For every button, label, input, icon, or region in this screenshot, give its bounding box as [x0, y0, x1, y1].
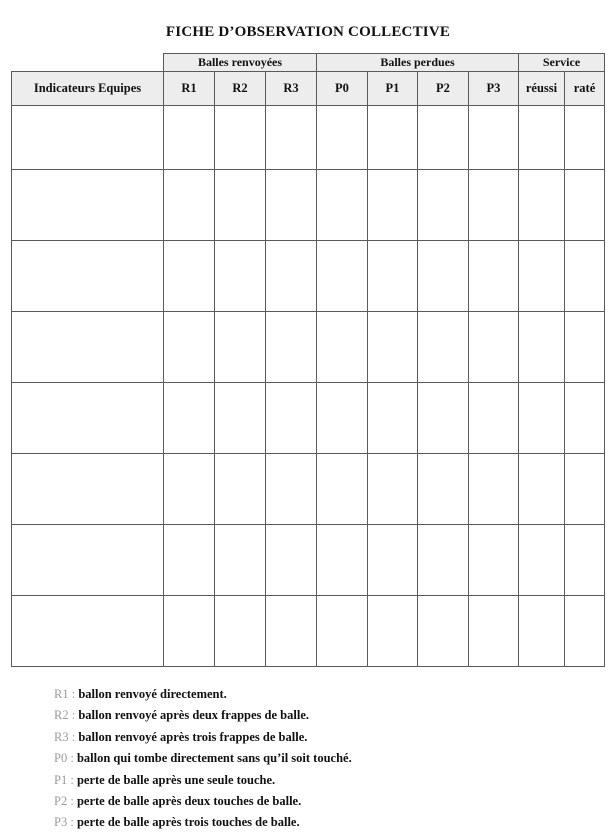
reussi-cell[interactable] — [519, 241, 565, 312]
rate-cell[interactable] — [565, 312, 605, 383]
r1-cell[interactable] — [164, 312, 215, 383]
team-cell[interactable] — [12, 525, 164, 596]
r3-cell[interactable] — [266, 241, 317, 312]
header-r3: R3 — [266, 72, 317, 106]
header-service-rate: raté — [565, 72, 605, 106]
observation-table — [11, 53, 605, 667]
table-row — [12, 596, 605, 667]
p1-cell[interactable] — [368, 241, 418, 312]
p1-cell[interactable] — [368, 170, 418, 241]
team-cell[interactable] — [12, 383, 164, 454]
group-header-row — [12, 54, 605, 72]
p1-cell[interactable] — [368, 106, 418, 170]
legend-text: perte de balle après deux touches de balle. — [76, 794, 302, 809]
p3-cell[interactable] — [469, 383, 519, 454]
team-cell[interactable] — [12, 241, 164, 312]
p3-cell[interactable] — [469, 454, 519, 525]
group-balles-renvoyees: Balles renvoyées — [164, 54, 317, 72]
legend-code: R2 : — [54, 708, 76, 723]
table-row — [12, 312, 605, 383]
r1-cell[interactable] — [164, 383, 215, 454]
p3-cell[interactable] — [469, 525, 519, 596]
p0-cell[interactable] — [317, 106, 368, 170]
group-balles-perdues: Balles perdues — [317, 54, 519, 72]
p1-cell[interactable] — [368, 454, 418, 525]
p1-cell[interactable] — [368, 383, 418, 454]
table-row — [12, 241, 605, 312]
page-title: FICHE D’OBSERVATION COLLECTIVE — [165, 24, 451, 40]
p2-cell[interactable] — [418, 383, 469, 454]
p3-cell[interactable] — [469, 312, 519, 383]
legend-code: P1 : — [54, 772, 74, 787]
rate-cell[interactable] — [565, 525, 605, 596]
header-service-reussi: réussi — [519, 72, 565, 106]
p0-cell[interactable] — [317, 241, 368, 312]
r3-cell[interactable] — [266, 596, 317, 667]
reussi-cell[interactable] — [519, 170, 565, 241]
p2-cell[interactable] — [418, 525, 469, 596]
legend — [54, 684, 352, 834]
rate-cell[interactable] — [565, 241, 605, 312]
r2-cell[interactable] — [215, 525, 266, 596]
legend-item — [54, 727, 352, 748]
legend-item — [54, 812, 352, 833]
table-body — [12, 106, 605, 667]
p0-cell[interactable] — [317, 596, 368, 667]
r3-cell[interactable] — [266, 106, 317, 170]
rate-cell[interactable] — [565, 383, 605, 454]
legend-item — [54, 770, 352, 791]
rate-cell[interactable] — [565, 170, 605, 241]
header-r2: R2 — [215, 72, 266, 106]
table-row — [12, 106, 605, 170]
rate-cell[interactable] — [565, 454, 605, 525]
p3-cell[interactable] — [469, 170, 519, 241]
r3-cell[interactable] — [266, 170, 317, 241]
rate-cell[interactable] — [565, 596, 605, 667]
table-row — [12, 170, 605, 241]
r3-cell[interactable] — [266, 525, 317, 596]
team-cell[interactable] — [12, 312, 164, 383]
p2-cell[interactable] — [418, 312, 469, 383]
header-p0: P0 — [317, 72, 368, 106]
p2-cell[interactable] — [418, 241, 469, 312]
team-cell[interactable] — [12, 454, 164, 525]
table-row — [12, 525, 605, 596]
reussi-cell[interactable] — [519, 312, 565, 383]
team-cell[interactable] — [12, 596, 164, 667]
legend-code: R3 : — [54, 729, 76, 744]
legend-item — [54, 748, 352, 769]
p3-cell[interactable] — [469, 596, 519, 667]
legend-code: P2 : — [54, 794, 74, 809]
legend-text: perte de balle après une seule touche. — [76, 772, 276, 787]
reussi-cell[interactable] — [519, 106, 565, 170]
r3-cell[interactable] — [266, 383, 317, 454]
legend-text: perte de balle après trois touches de balle. — [76, 815, 300, 830]
table-row — [12, 454, 605, 525]
p3-cell[interactable] — [469, 106, 519, 170]
legend-code: P3 : — [54, 815, 74, 830]
legend-text: ballon renvoyé après deux frappes de balle. — [78, 708, 309, 723]
r2-cell[interactable] — [215, 312, 266, 383]
r2-cell[interactable] — [215, 596, 266, 667]
r2-cell[interactable] — [215, 106, 266, 170]
p0-cell[interactable] — [317, 454, 368, 525]
r1-cell[interactable] — [164, 596, 215, 667]
header-p3: P3 — [469, 72, 519, 106]
r1-cell[interactable] — [164, 241, 215, 312]
r2-cell[interactable] — [215, 241, 266, 312]
legend-text: ballon renvoyé après trois frappes de balle. — [78, 729, 308, 744]
p0-cell[interactable] — [317, 525, 368, 596]
r2-cell[interactable] — [215, 170, 266, 241]
reussi-cell[interactable] — [519, 383, 565, 454]
header-p2: P2 — [418, 72, 469, 106]
team-cell[interactable] — [12, 106, 164, 170]
rate-cell[interactable] — [565, 106, 605, 170]
reussi-cell[interactable] — [519, 596, 565, 667]
blank-corner — [12, 54, 164, 72]
p2-cell[interactable] — [418, 596, 469, 667]
r1-cell[interactable] — [164, 454, 215, 525]
header-r1: R1 — [164, 72, 215, 106]
p1-cell[interactable] — [368, 596, 418, 667]
r1-cell[interactable] — [164, 170, 215, 241]
reussi-cell[interactable] — [519, 525, 565, 596]
p2-cell[interactable] — [418, 106, 469, 170]
r2-cell[interactable] — [215, 454, 266, 525]
p3-cell[interactable] — [469, 241, 519, 312]
legend-item — [54, 684, 352, 705]
r1-cell[interactable] — [164, 525, 215, 596]
r3-cell[interactable] — [266, 312, 317, 383]
legend-code: P0 : — [54, 751, 74, 766]
legend-text: ballon qui tombe directement sans qu’il soit touché. — [76, 751, 352, 766]
group-service: Service — [519, 54, 605, 72]
reussi-cell[interactable] — [519, 454, 565, 525]
p1-cell[interactable] — [368, 312, 418, 383]
r2-cell[interactable] — [215, 383, 266, 454]
p1-cell[interactable] — [368, 525, 418, 596]
legend-item — [54, 705, 352, 726]
header-indicateurs-equipes: Indicateurs Equipes — [12, 72, 164, 106]
legend-item — [54, 791, 352, 812]
r3-cell[interactable] — [266, 454, 317, 525]
p2-cell[interactable] — [418, 454, 469, 525]
p2-cell[interactable] — [418, 170, 469, 241]
p0-cell[interactable] — [317, 170, 368, 241]
legend-code: R1 : — [54, 687, 76, 701]
legend-text: ballon renvoyé directement. — [78, 687, 227, 701]
p0-cell[interactable] — [317, 383, 368, 454]
table-row — [12, 383, 605, 454]
team-cell[interactable] — [12, 170, 164, 241]
p0-cell[interactable] — [317, 312, 368, 383]
column-header-row — [12, 72, 605, 106]
r1-cell[interactable] — [164, 106, 215, 170]
header-p1: P1 — [368, 72, 418, 106]
